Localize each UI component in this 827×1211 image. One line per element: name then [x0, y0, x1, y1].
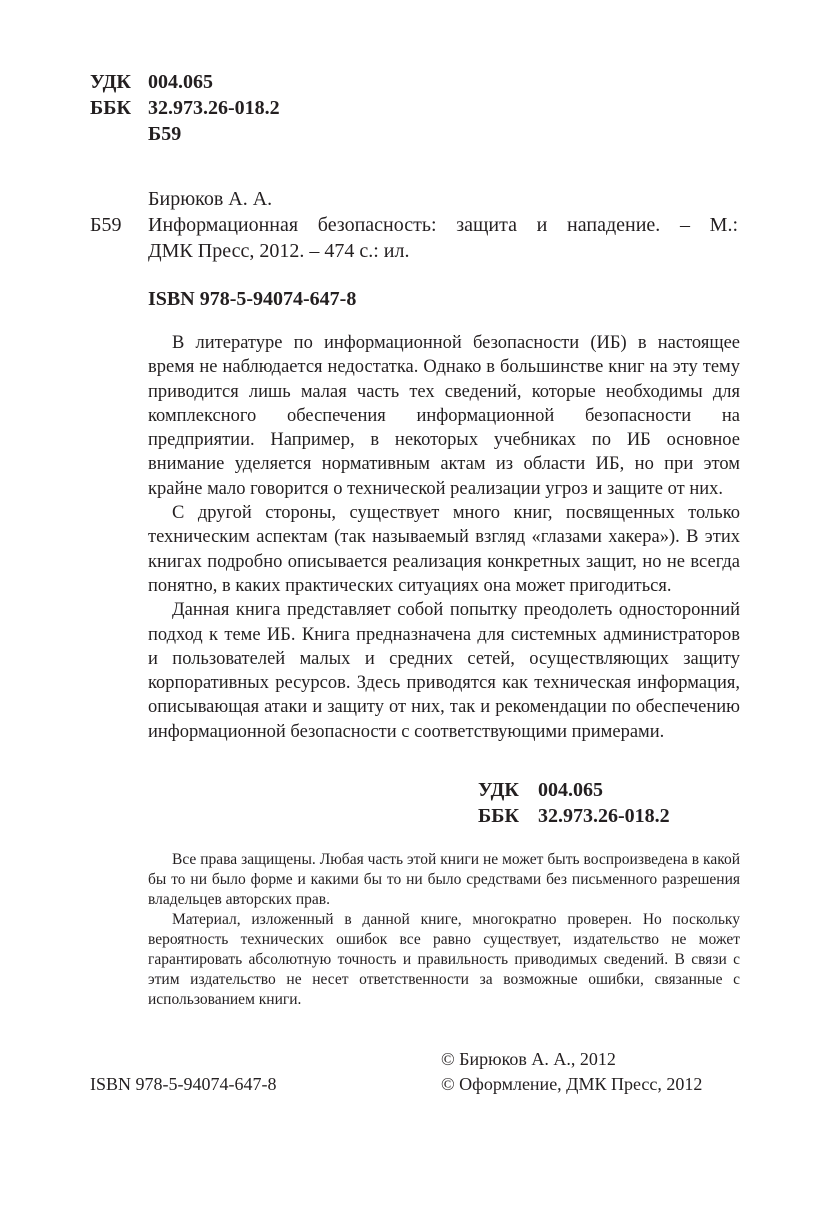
isbn-footer: ISBN 978-5-94074-647-8: [90, 1074, 277, 1094]
udk-row: [90, 70, 213, 94]
annotation-paragraph: Данная книга представляет собой попытку преодолеть односторонний подход к теме ИБ. Книга предназначена для системных администраторов и пользователей малых и средних сетей, осуществляющих защиту корпоративных ресурсов. Здесь приводятся как техническая информация, описывающая атаки и защиту от них, так и рекомендации по обеспечению информационной безопасности с соответствующими примерами.: [148, 600, 740, 742]
bib-publisher-line: ДМК Пресс, 2012. – 474 с.: ил.: [148, 240, 410, 262]
udk-label: УДК: [90, 71, 131, 93]
bbk-label-right: ББК: [478, 805, 519, 827]
udk-row-right: [478, 778, 603, 802]
isbn-main: ISBN 978-5-94074-647-8: [148, 288, 357, 310]
annotation: [148, 331, 740, 744]
bbk-row: [90, 96, 280, 120]
copyright-author: © Бирюков А. А., 2012: [441, 1049, 616, 1069]
udk-value-right: 004.065: [538, 779, 603, 801]
bib-title-line: Информационная безопасность: защита и нападение. – М.:: [148, 214, 738, 236]
udk-label-right: УДК: [478, 779, 519, 801]
annotation-paragraph: С другой стороны, существует много книг, посвященных только техническим аспектам (так называемый взгляд «глазами хакера»). В этих книгах подробно описывается реализация конкретных защит, но не всегда понятно, в каких практических ситуациях она может пригодиться.: [148, 503, 740, 596]
author-mark-row: [90, 122, 181, 146]
rights-paragraph: Все права защищены. Любая часть этой книги не может быть воспроизведена в какой бы то ни было форме и какими бы то ни было средствами без письменного разрешения владельцев авторских прав.: [148, 851, 740, 908]
rights-paragraph: Материал, изложенный в данной книге, многократно проверен. Но поскольку вероятность технических ошибок все равно существует, издательство не может гарантировать абсолютную точность и правильность приводимых сведений. В связи с этим издательство не несет ответственности за возможные ошибки, связанные с использованием книги.: [148, 911, 740, 1008]
bbk-row-right: [478, 804, 670, 828]
bbk-value: 32.973.26-018.2: [148, 97, 280, 119]
bbk-label: ББК: [90, 97, 131, 119]
bib-code: Б59: [90, 214, 122, 236]
bib-author: Бирюков А. А.: [148, 188, 273, 210]
copyright-design: © Оформление, ДМК Пресс, 2012: [441, 1074, 703, 1094]
author-mark: Б59: [148, 123, 182, 145]
bbk-value-right: 32.973.26-018.2: [538, 805, 670, 827]
udk-value: 004.065: [148, 71, 213, 93]
rights-notice: [148, 850, 740, 1010]
annotation-paragraph: В литературе по информационной безопасности (ИБ) в настоящее время не наблюдается недостатка. Однако в большинстве книг на эту тему приводится лишь малая часть тех сведений, которые необходимы для комплексного обеспечения информационной безопасности на предприятии. Например, в некоторых учебниках по ИБ основное внимание уделяется нормативным актам из области ИБ, но при этом крайне мало говорится о технической реализации угроз и защите от них.: [148, 333, 740, 499]
